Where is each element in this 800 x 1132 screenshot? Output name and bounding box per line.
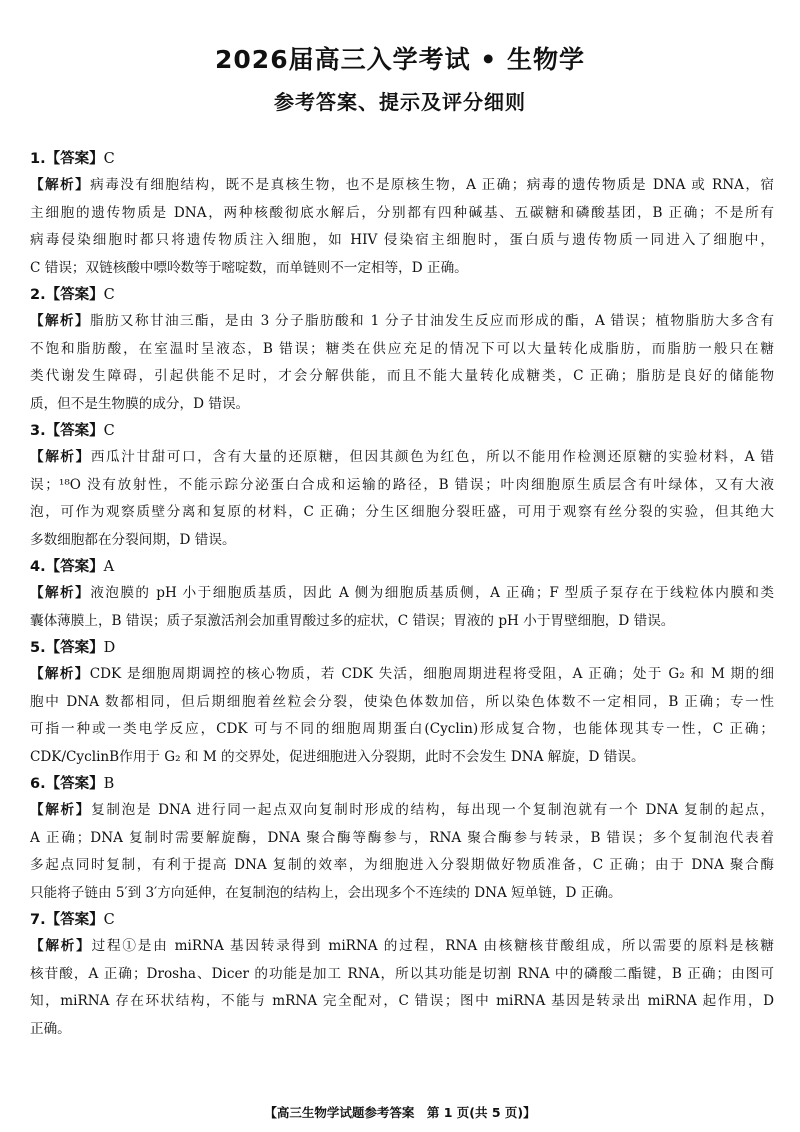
answer-line (30, 418, 774, 444)
answer-line (30, 635, 774, 661)
page-title: 2026届高三入学考试 • 生物学 (215, 45, 585, 74)
analysis-line (30, 933, 774, 961)
analysis-line (30, 444, 774, 472)
analysis-text: 只能将子链由 5′到 3′方向延伸，在复制泡的结构上，会出现多个不连续的 DNA 短单链，D 正确。 (30, 884, 622, 901)
analysis-text: 可指一种或一类电学反应，CDK 可与不同的细胞周期蛋白(Cyclin)形成复合物，也能体现其专一性，C 正确； (30, 721, 774, 737)
analysis-line (30, 1016, 774, 1044)
answer-value: C (103, 912, 115, 928)
answer-value: A (103, 559, 115, 575)
analysis-line (30, 499, 774, 527)
answer-value: D (103, 640, 116, 656)
answer-value: B (103, 776, 115, 792)
analysis-line (30, 880, 774, 908)
analysis-text: 脂肪又称甘油三酯，是由 3 分子脂肪酸和 1 分子甘油发生反应而形成的酯，A 错误；植物脂肪大多含有 (89, 313, 774, 329)
analysis-line (30, 661, 774, 689)
analysis-line (30, 227, 774, 255)
analysis-line (30, 527, 774, 555)
analysis-text: A 正确；DNA 复制时需要解旋酶，DNA 聚合酶等酶参与，RNA 聚合酶参与转录，B 错误；多个复制泡代表着 (30, 829, 774, 846)
question-block (30, 418, 774, 554)
page-subtitle: 参考答案、提示及评分细则 (274, 90, 526, 114)
analysis-line (30, 200, 774, 228)
analysis-label: 【解析】 (30, 449, 91, 465)
answer-value: C (103, 151, 115, 167)
analysis-text: 误；¹⁸O 没有放射性，不能示踪分泌蛋白合成和运输的路径，B 错误；叶肉细胞原生质层含有叶绿体，又有大液 (30, 476, 774, 493)
question-block (30, 635, 774, 771)
question-number: 2. (30, 287, 46, 303)
question-block (30, 282, 774, 418)
analysis-label: 【解析】 (30, 802, 92, 818)
question-number: 6. (30, 776, 46, 792)
analysis-text: CDK/CyclinB作用于 G₂ 和 M 的交界处，促进细胞进入分裂期，此时不会发生 DNA 解旋，D 错误。 (30, 748, 645, 765)
analysis-line (30, 308, 774, 336)
answer-line (30, 554, 774, 580)
answer-line (30, 907, 774, 933)
answer-label: 【答案】 (45, 287, 104, 303)
analysis-line (30, 852, 774, 880)
analysis-line (30, 255, 774, 283)
question-number: 4. (30, 559, 46, 575)
question-number: 5. (30, 640, 46, 656)
analysis-text: 病毒没有细胞结构，既不是真核生物，也不是原核生物，A 正确；病毒的遗传物质是 DNA 或 RNA，宿 (90, 177, 774, 193)
answer-label: 【答案】 (45, 640, 104, 656)
question-block (30, 554, 774, 635)
answer-label: 【答案】 (45, 151, 104, 167)
question-number: 1. (30, 151, 46, 167)
question-block (30, 146, 774, 282)
analysis-text: 核苷酸，A 正确；Drosha、Dicer 的功能是加工 RNA，所以其功能是切割 RNA 中的磷酸二酯键，B 正确；由图可 (30, 965, 774, 982)
analysis-text: 病毒侵染细胞时都只将遗传物质注入细胞，如 HIV 侵染宿主细胞时，蛋白质与遗传物质一同进入了细胞中， (30, 232, 774, 248)
analysis-text: 西瓜汁甘甜可口，含有大量的还原糖，但因其颜色为红色，所以不能用作检测还原糖的实验材料，A 错 (90, 449, 774, 465)
analysis-label: 【解析】 (30, 938, 92, 954)
analysis-line (30, 825, 774, 853)
page-footer: 【高三生物学试题参考答案 第 1 页(共 5 页)】 (264, 1105, 536, 1120)
answer-label: 【答案】 (45, 912, 104, 928)
answers-content (30, 146, 774, 1043)
analysis-line (30, 472, 774, 500)
analysis-text: 主细胞的遗传物质是 DNA，两种核酸彻底水解后，分别都有四种碱基、五碳糖和磷酸基团，B 正确；不是所有 (30, 204, 774, 221)
answer-label: 【答案】 (45, 559, 104, 575)
answer-value: C (103, 423, 115, 439)
question-number: 7. (30, 912, 46, 928)
analysis-text: 胞中 DNA 数都相同，但后期细胞着丝粒会分裂，使染色体数加倍，所以染色体数不一定相同，B 正确；专一性 (30, 693, 774, 710)
analysis-text: 泡，可作为观察质壁分离和复原的材料，C 正确；分生区细胞分裂旺盛，可用于观察有丝分裂的实验，但其绝大 (30, 504, 774, 520)
answer-value: C (103, 287, 115, 303)
analysis-text: 不饱和脂肪酸，在室温时呈液态，B 错误；糖类在供应充足的情况下可以大量转化成脂肪，而脂肪一般只在糖 (30, 340, 774, 357)
question-block (30, 907, 774, 1043)
analysis-line (30, 744, 774, 772)
answer-line (30, 282, 774, 308)
analysis-text: 正确。 (30, 1020, 71, 1037)
answer-label: 【答案】 (45, 776, 104, 792)
analysis-line (30, 988, 774, 1016)
analysis-label: 【解析】 (30, 666, 90, 682)
analysis-label: 【解析】 (30, 177, 91, 193)
analysis-line (30, 689, 774, 717)
analysis-text: 多起点同时复制，有利于提高 DNA 复制的效率，为细胞进入分裂期做好物质准备，C 正确；由于 DNA 聚合酶 (30, 857, 774, 873)
analysis-line (30, 716, 774, 744)
analysis-text: C 错误；双链核酸中嘌呤数等于嘧啶数，而单链则不一定相等，D 正确。 (30, 259, 468, 276)
analysis-line (30, 608, 774, 636)
analysis-line (30, 391, 774, 419)
analysis-line (30, 580, 774, 608)
analysis-label: 【解析】 (30, 313, 90, 329)
analysis-text: 液泡膜的 pH 小于细胞质基质，因此 A 侧为细胞质基质侧，A 正确；F 型质子泵存在于线粒体内膜和类 (90, 585, 774, 601)
analysis-line (30, 336, 774, 364)
analysis-line (30, 961, 774, 989)
question-block (30, 771, 774, 907)
analysis-text: 囊体薄膜上，B 错误；质子泵激活剂会加重胃酸过多的症状，C 错误；胃液的 pH 小于胃壁细胞，D 错误。 (30, 612, 675, 629)
analysis-line (30, 172, 774, 200)
analysis-text: 知，miRNA 存在环状结构，不能与 mRNA 完全配对，C 错误；图中 miRNA 基因是转录出 miRNA 起作用，D (30, 993, 774, 1009)
question-number: 3. (30, 423, 46, 439)
analysis-text: CDK 是细胞周期调控的核心物质，若 CDK 失活，细胞周期进程将受阻，A 正确；处于 G₂ 和 M 期的细 (89, 666, 774, 682)
analysis-line (30, 797, 774, 825)
answer-line (30, 146, 774, 172)
answer-label: 【答案】 (45, 423, 104, 439)
analysis-text: 多数细胞都在分裂间期，D 错误。 (30, 531, 236, 548)
analysis-text: 复制泡是 DNA 进行同一起点双向复制时形成的结构，每出现一个复制泡就有一个 DNA 复制的起点， (91, 802, 774, 818)
analysis-line (30, 363, 774, 391)
analysis-text: 类代谢发生障碍，引起供能不足时，才会分解供能，而且不能大量转化成糖类，C 正确；脂肪是良好的储能物 (30, 368, 774, 384)
answer-line (30, 771, 774, 797)
analysis-label: 【解析】 (30, 585, 91, 601)
analysis-text: 质，但不是生物膜的成分，D 错误。 (30, 395, 250, 412)
analysis-text: 过程①是由 miRNA 基因转录得到 miRNA 的过程，RNA 由核糖核苷酸组成，所以需要的原料是核糖 (91, 938, 774, 954)
